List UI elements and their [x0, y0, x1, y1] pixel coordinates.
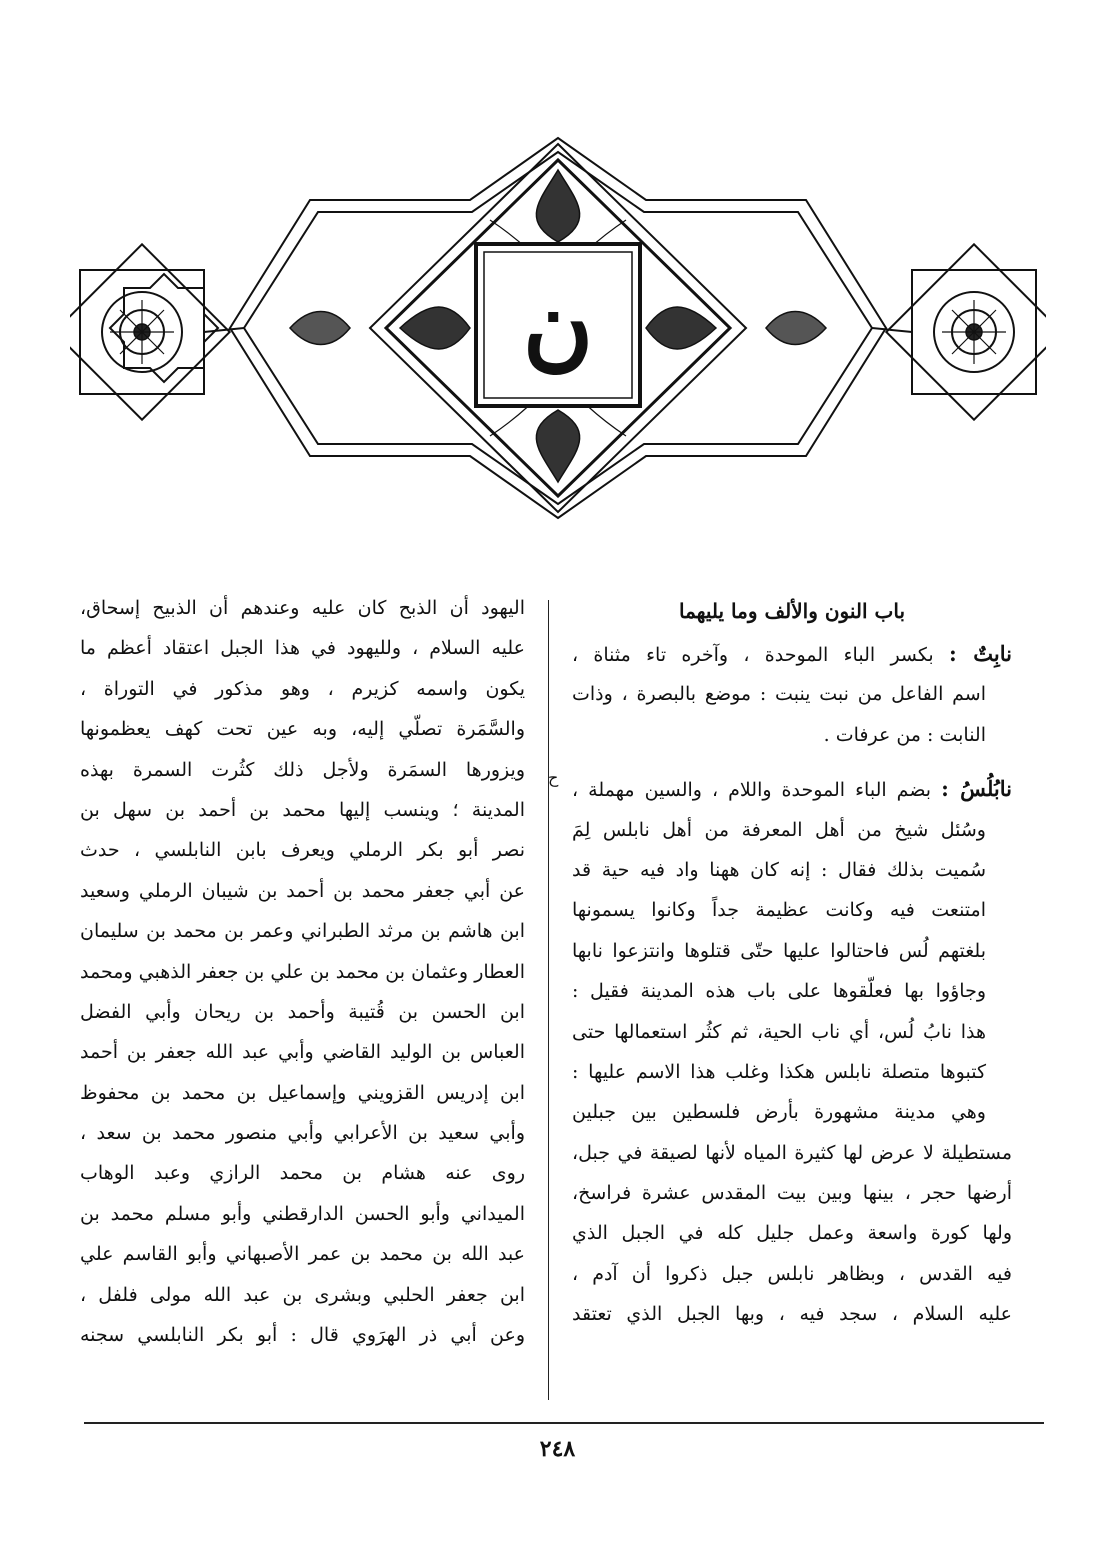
- entry-line: وجاؤوا بها فعلّقوها على باب هذه المدينة فقيل :: [572, 980, 986, 1003]
- text-line: المدينة ؛ وينسب إليها محمد بن أحمد بن سهل بن: [80, 798, 525, 821]
- entry-headword: نابِتٌ :: [948, 641, 1012, 666]
- text-line: الميداني وأبو الحسن الدارقطني وأبو مسلم محمد بن: [80, 1202, 525, 1225]
- right-column: [572, 588, 1012, 1335]
- entry-line: بلغتهم لُس فاحتالوا عليها حتّى قتلوها وانتزعوا نابها: [572, 939, 986, 962]
- entry-headword: نابُلُسُ :: [941, 776, 1012, 802]
- entry-line: عليه السلام ، سجد فيه ، وبها الجبل الذي تعتقد: [572, 1303, 1012, 1326]
- text-line: والسَّمَرة تصلّي إليه، وبه عين تحت كهف يعظمونها: [80, 718, 525, 741]
- entry-line: سُميت بذلك فقال : إنه كان ههنا واد فيه حية قد: [572, 858, 986, 881]
- text-line: وأبي سعيد بن الأعرابي وأبي منصور محمد بن سعد ،: [80, 1122, 525, 1145]
- entry-line: النابت : من عرفات .: [823, 723, 986, 746]
- footer-rule: [84, 1422, 1044, 1424]
- entry-line: مستطيلة لا عرض لها كثيرة المياه لأنها لصيقة في جبل،: [572, 1141, 1012, 1164]
- column-divider: [548, 600, 549, 1400]
- text-line: عليه السلام ، ولليهود في هذا الجبل اعتقاد أعظم ما: [80, 637, 525, 660]
- entry-line: [572, 769, 1012, 809]
- page-number: ٢٤٨: [539, 1436, 576, 1462]
- entry-text: بضم الباء الموحدة واللام ، والسين مهملة ،: [572, 779, 942, 802]
- entry-nabulus: [572, 769, 1012, 1334]
- entry-nabit: [572, 634, 1012, 755]
- text-line: العطار وعثمان بن محمد بن علي بن جعفر الذهبي ومحمد: [80, 960, 525, 983]
- text-line: عن أبي جعفر محمد بن أحمد بن شيبان الرملي وسعيد: [80, 879, 525, 902]
- chapter-heading: باب النون والألف وما يليهما: [678, 599, 906, 623]
- text-line: يكون واسمه كزيرم ، وهو مذكور في التوراة ،: [80, 677, 525, 700]
- text-line: ويزورها السمَرة ولأجل ذلك كثُرت السمرة بهذه: [80, 758, 525, 781]
- entry-line: وسُئل شيخ من أهل المعرفة من أهل نابلس لِمَ: [572, 818, 986, 841]
- entry-line: ولها كورة واسعة وعمل جليل كله في الجبل الذي: [572, 1222, 1012, 1245]
- entry-line: اسم الفاعل من نبت ينبت : موضع بالبصرة ، وذات: [572, 683, 986, 706]
- margin-mark: ح: [548, 768, 559, 787]
- left-column: [80, 588, 525, 1355]
- text-line: وعن أبي ذر الهرَوي قال : أبو بكر النابلسي سجنه: [80, 1324, 525, 1347]
- ornamental-header: [70, 130, 1046, 522]
- chapter-letter: ن: [522, 268, 594, 381]
- text-line: ابن جعفر الحلبي وبشرى بن عبد الله مولى فلفل ،: [80, 1283, 525, 1306]
- entry-line: فيه القدس ، وبظاهر نابلس جبل ذكروا أن آدم ،: [572, 1262, 1012, 1285]
- text-line: نصر أبو بكر الرملي ويعرف بابن النابلسي ، حدث: [80, 839, 525, 862]
- text-line: العباس بن الوليد القاضي وأبي عبد الله جعفر بن أحمد: [80, 1041, 525, 1064]
- text-line: ابن هاشم بن مرثد الطبراني وعمر بن محمد بن سليمان: [80, 920, 525, 943]
- entry-line: هذا نابُ لُس، أي ناب الحية، ثم كثُر استعمالها حتى: [572, 1020, 986, 1043]
- text-line: ابن الحسن بن قُتيبة وأحمد بن ريحان وأبي الفضل: [80, 1000, 525, 1023]
- text-line: اليهود أن الذبح كان عليه وعندهم أن الذبيح إسحاق،: [80, 597, 525, 619]
- text-line: عبد الله بن محمد بن عمر الأصبهاني وأبو القاسم علي: [80, 1243, 525, 1266]
- entry-line: امتنعت فيه وكانت عظيمة جداً وكانوا يسمونها: [572, 899, 986, 922]
- entry-line: كتبوها متصلة نابلس هكذا وغلب هذا الاسم عليها :: [572, 1060, 986, 1083]
- entry-line: أرضها حجر ، بينها وبين بيت المقدس عشرة فراسخ،: [572, 1182, 1012, 1205]
- text-line: ابن إدريس القزويني وإسماعيل بن محمد بن محفوظ: [80, 1081, 525, 1104]
- entry-line: [572, 634, 1012, 674]
- text-line: روى عنه هشام بن محمد الرازي وعبد الوهاب: [80, 1162, 525, 1185]
- entry-line: وهي مدينة مشهورة بأرض فلسطين بين جبلين: [572, 1101, 986, 1124]
- entry-text: بكسر الباء الموحدة ، وآخره تاء مثناة ،: [572, 644, 949, 666]
